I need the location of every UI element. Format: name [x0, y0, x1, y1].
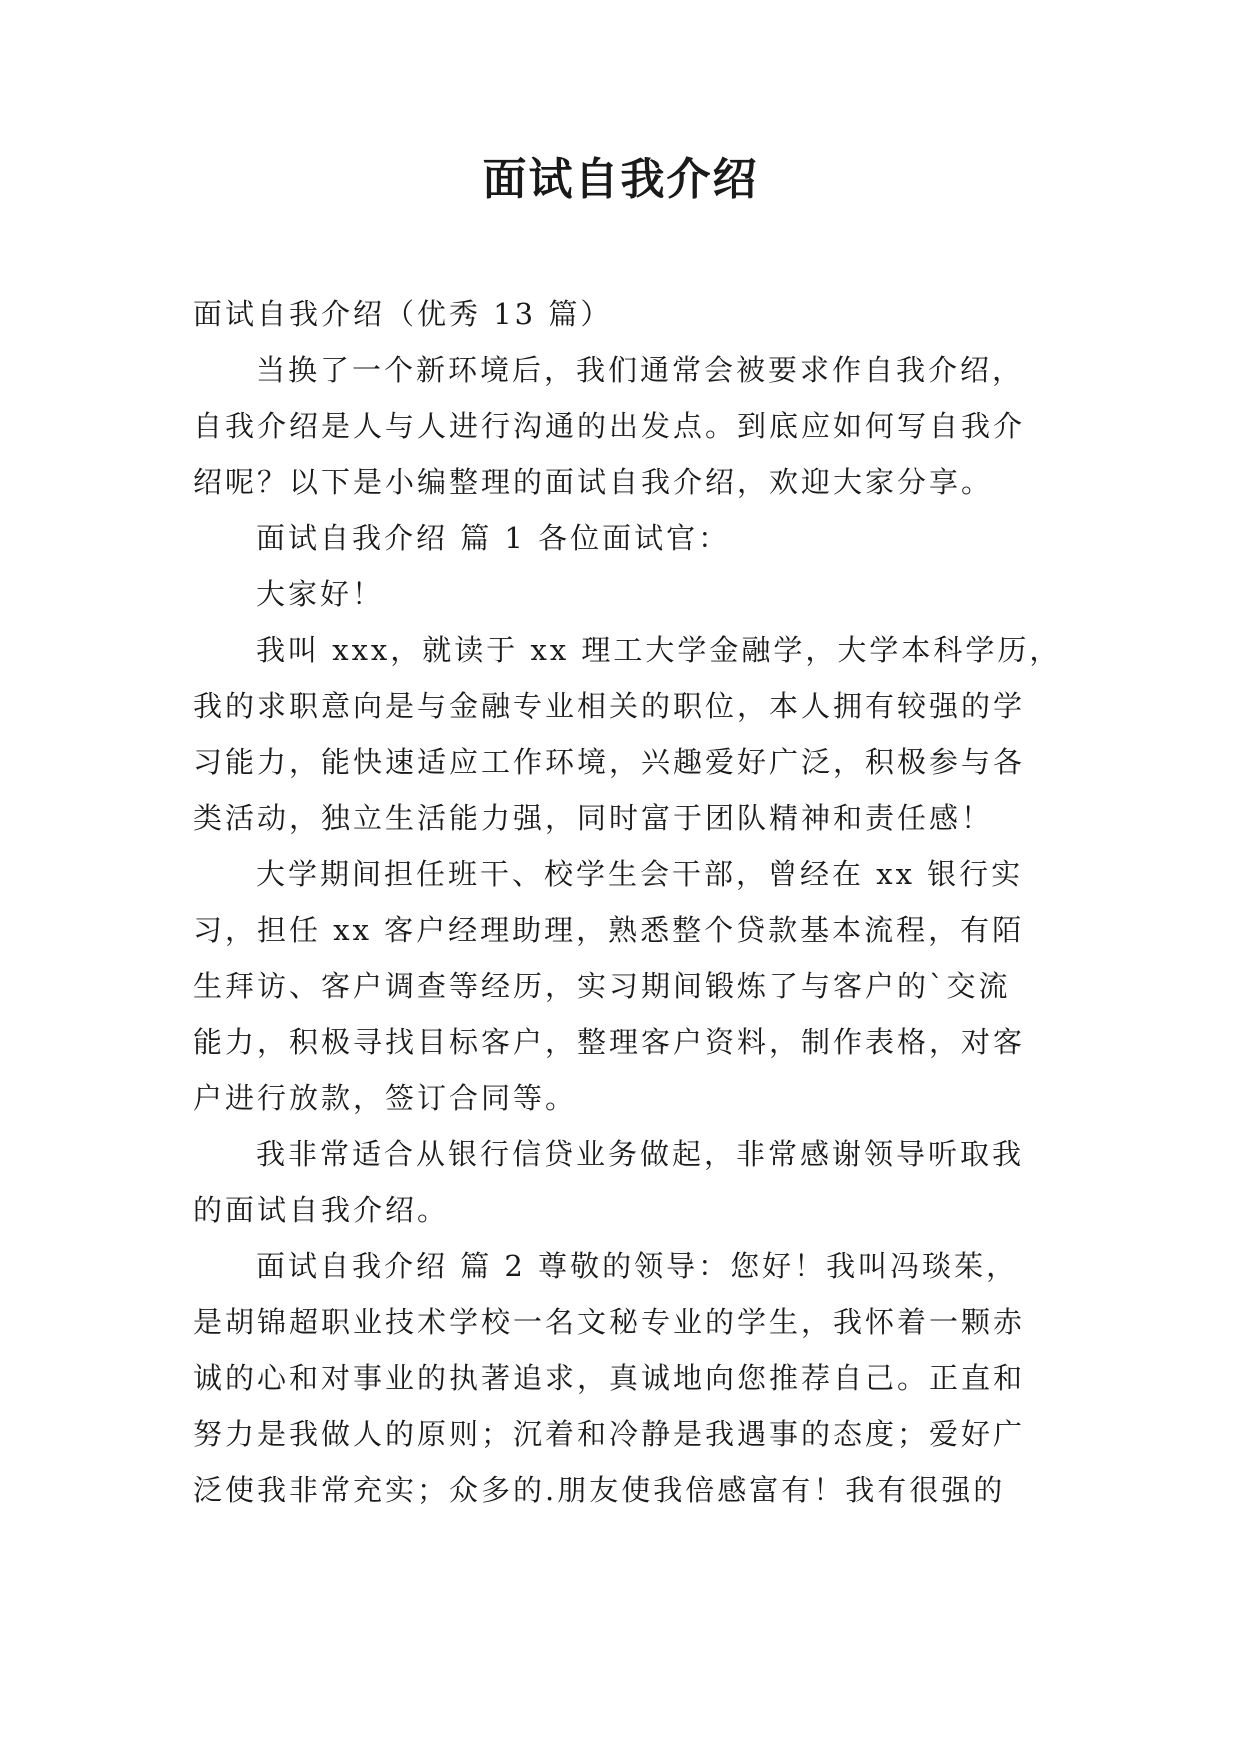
- document-line: 我非常适合从银行信贷业务做起，非常感谢领导听取我: [256, 1137, 1025, 1171]
- document-body: [193, 286, 1061, 1518]
- document-line: 诚的心和对事业的执著追求，真诚地向您推荐自己。正直和: [193, 1361, 1026, 1395]
- document-line: 面试自我介绍 篇 2 尊敬的领导：您好！我叫冯琰茱，: [256, 1249, 1019, 1283]
- document-line: 我叫 xxx，就读于 xx 理工大学金融学，大学本科学历，: [256, 633, 1061, 667]
- document-line: 习能力，能快速适应工作环境，兴趣爱好广泛，积极参与各: [193, 745, 1026, 779]
- document-line: 生拜访、客户调查等经历，实习期间锻炼了与客户的`交流: [193, 969, 1011, 1003]
- document-line: 类活动，独立生活能力强，同时富于团队精神和责任感！: [193, 801, 994, 835]
- document-line: 的面试自我介绍。: [193, 1193, 450, 1227]
- document-title: 面试自我介绍: [482, 154, 759, 205]
- document-line: 努力是我做人的原则；沉着和冷静是我遇事的态度；爱好广: [193, 1417, 1026, 1451]
- document-line: 面试自我介绍 篇 1 各位面试官：: [256, 521, 731, 555]
- document-line: 习，担任 xx 客户经理助理，熟悉整个贷款基本流程，有陌: [193, 913, 1025, 947]
- document-line: 户进行放款，签订合同等。: [193, 1081, 578, 1115]
- document-line: 我的求职意向是与金融专业相关的职位，本人拥有较强的学: [193, 689, 1026, 723]
- document-line: 是胡锦超职业技术学校一名文秘专业的学生，我怀着一颗赤: [193, 1305, 1026, 1339]
- document-line: 自我介绍是人与人进行沟通的出发点。到底应如何写自我介: [193, 409, 1026, 443]
- document-line: 大家好！: [256, 577, 385, 611]
- document-line: 大学期间担任班干、校学生会干部，曾经在 xx 银行实: [256, 857, 1024, 891]
- document-line: 泛使我非常充实；众多的.朋友使我倍感富有！我有很强的: [193, 1473, 1006, 1507]
- document-line: 能力，积极寻找目标客户，整理客户资料，制作表格，对客: [193, 1025, 1026, 1059]
- document-line: 当换了一个新环境后，我们通常会被要求作自我介绍，: [256, 353, 1025, 387]
- document-line: 面试自我介绍（优秀 13 篇）: [193, 297, 613, 331]
- document-line: 绍呢？以下是小编整理的面试自我介绍，欢迎大家分享。: [193, 465, 994, 499]
